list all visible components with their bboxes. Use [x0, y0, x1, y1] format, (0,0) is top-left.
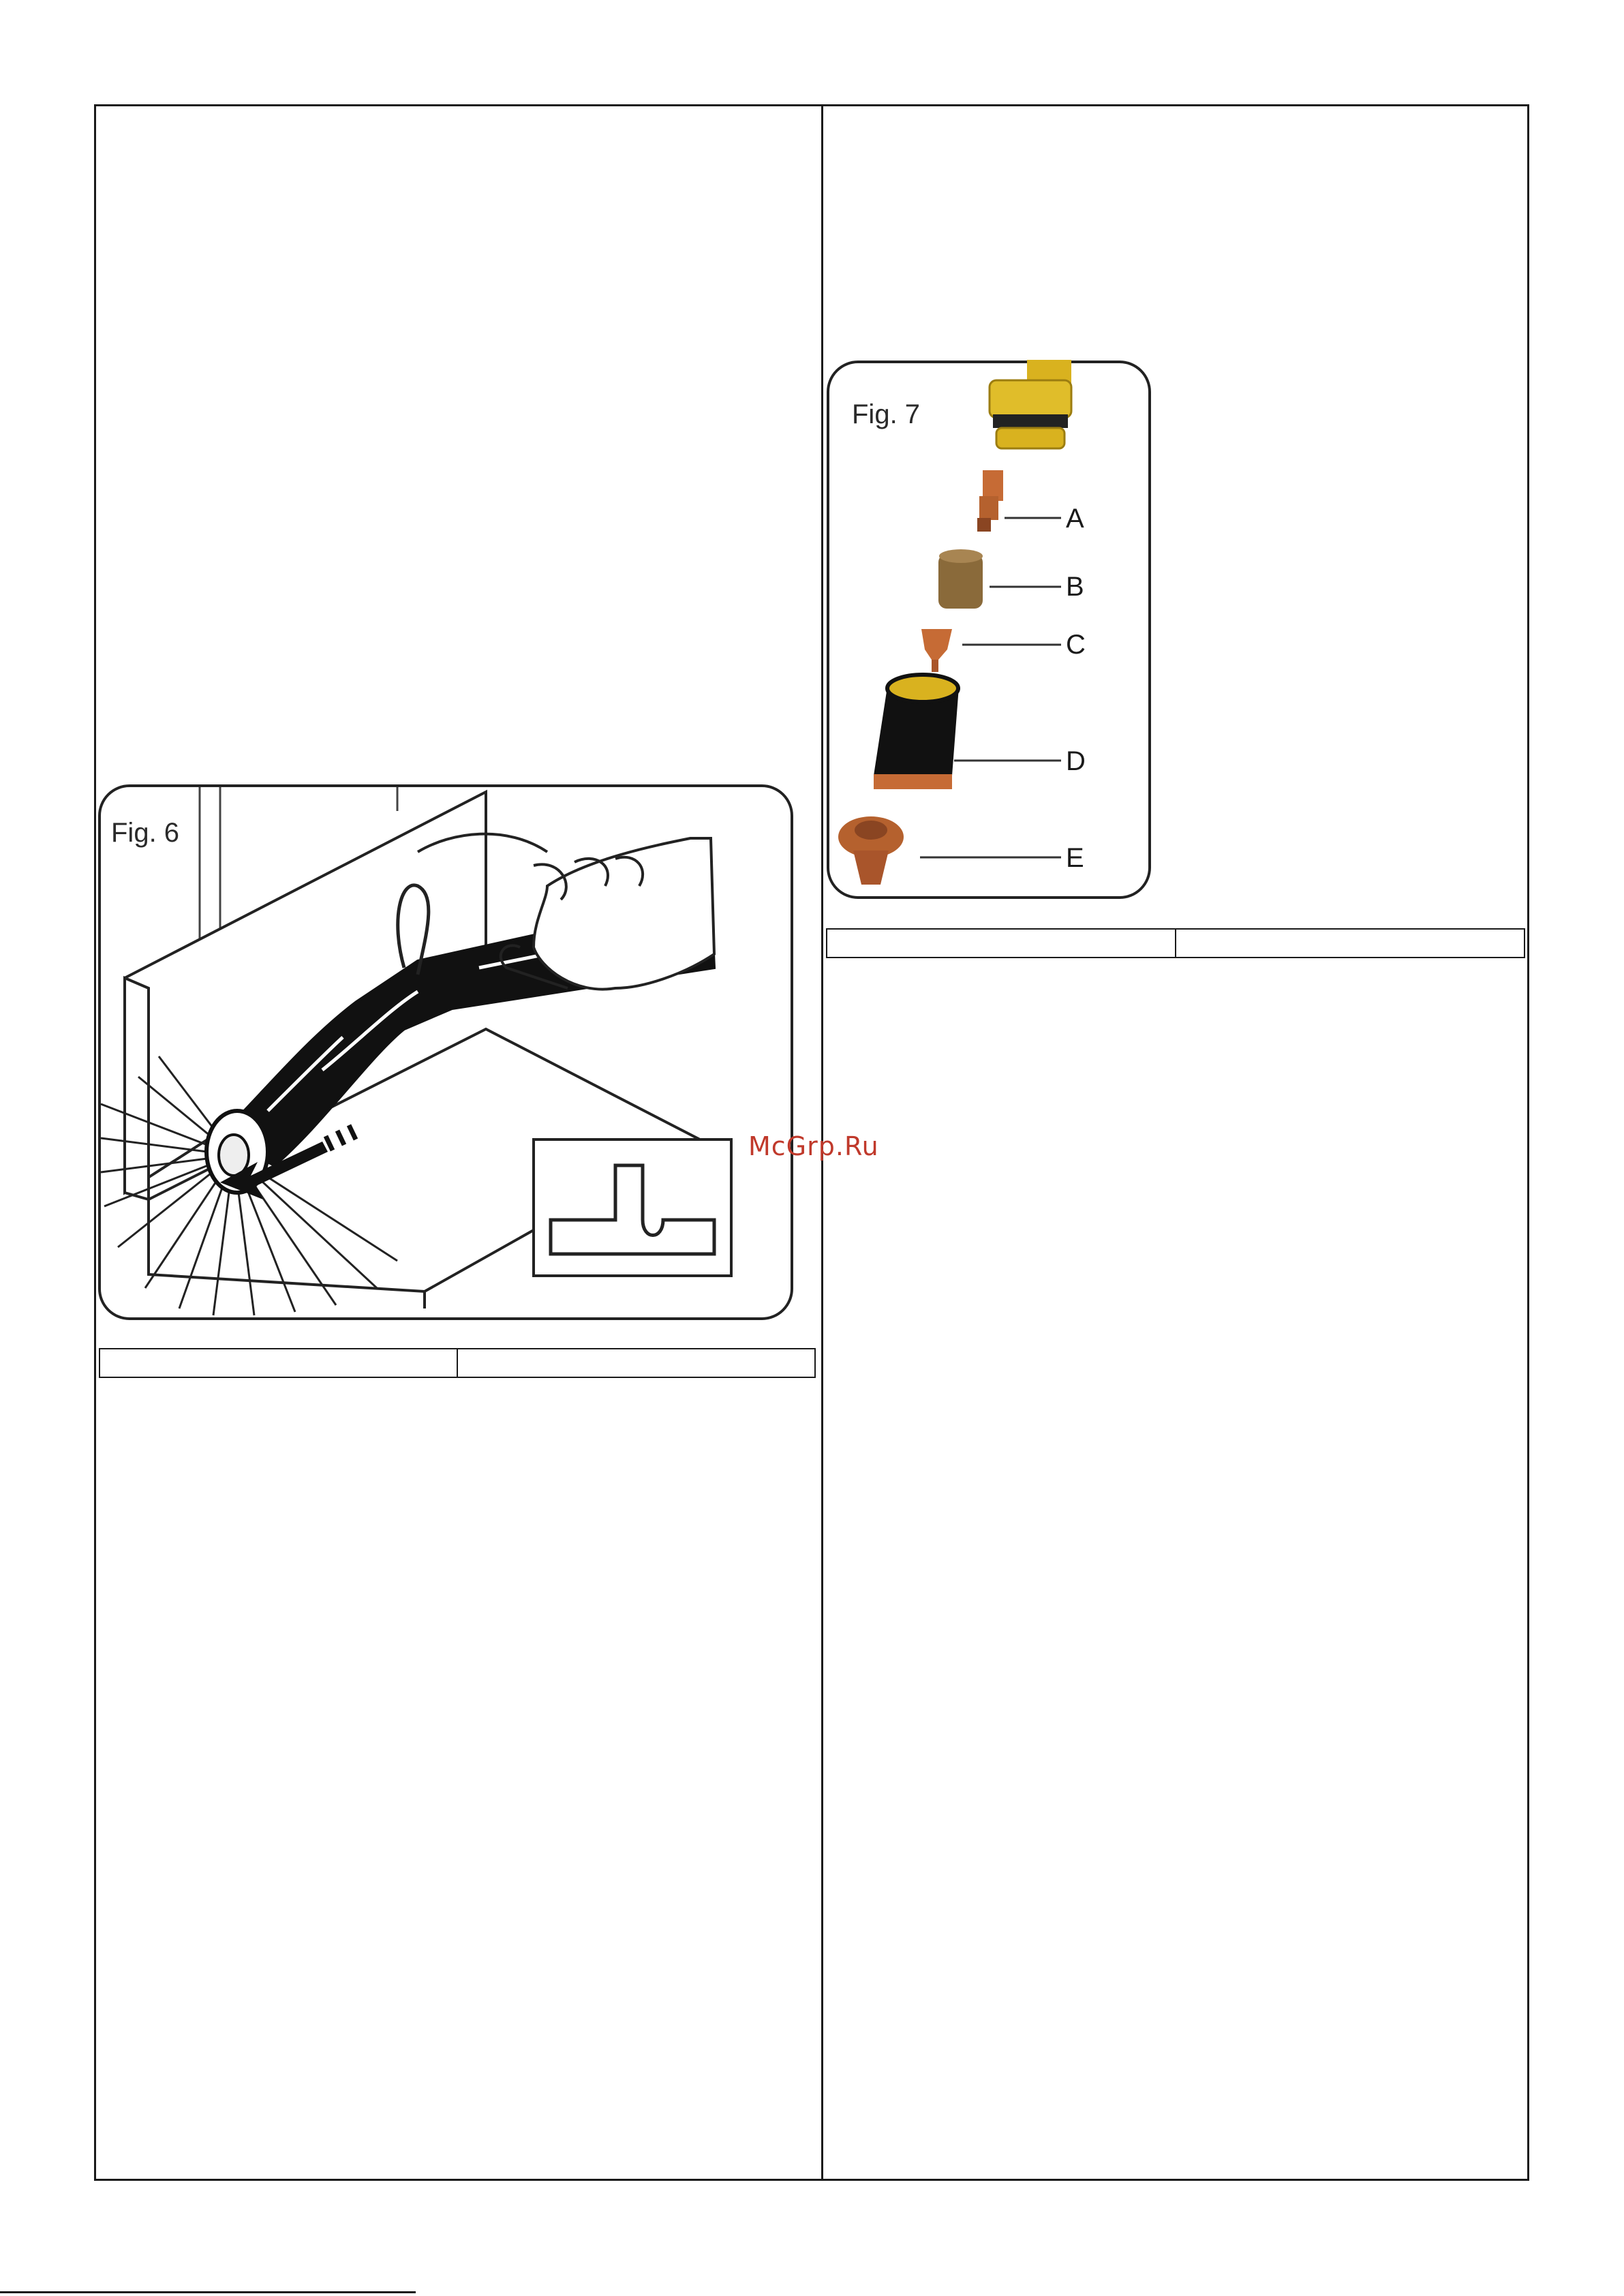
fig7-illustration	[826, 360, 1152, 900]
fig6-caption-cell-right	[458, 1349, 814, 1377]
part-d-label: D	[1066, 746, 1086, 776]
part-c-label: C	[1066, 630, 1086, 660]
fig6-caption-cell-left	[100, 1349, 458, 1377]
fig6-illustration	[97, 784, 794, 1321]
footer-rule	[0, 2291, 416, 2293]
fig7-caption-cell-left	[827, 930, 1176, 957]
fig6-caption-table	[99, 1348, 816, 1378]
fig7-label: Fig. 7	[852, 399, 921, 429]
watermark-text[interactable]: McGrp.Ru	[748, 1131, 879, 1161]
part-d-shield-cup-icon	[874, 675, 959, 789]
part-b-swirl-ring-icon	[938, 549, 983, 609]
part-a-label: A	[1066, 504, 1084, 534]
fig6-label: Fig. 6	[111, 818, 180, 848]
part-e-label: E	[1066, 843, 1084, 873]
part-b-label: B	[1066, 572, 1084, 602]
fig7-caption-table	[826, 928, 1525, 958]
fig7-caption-cell-right	[1176, 930, 1524, 957]
